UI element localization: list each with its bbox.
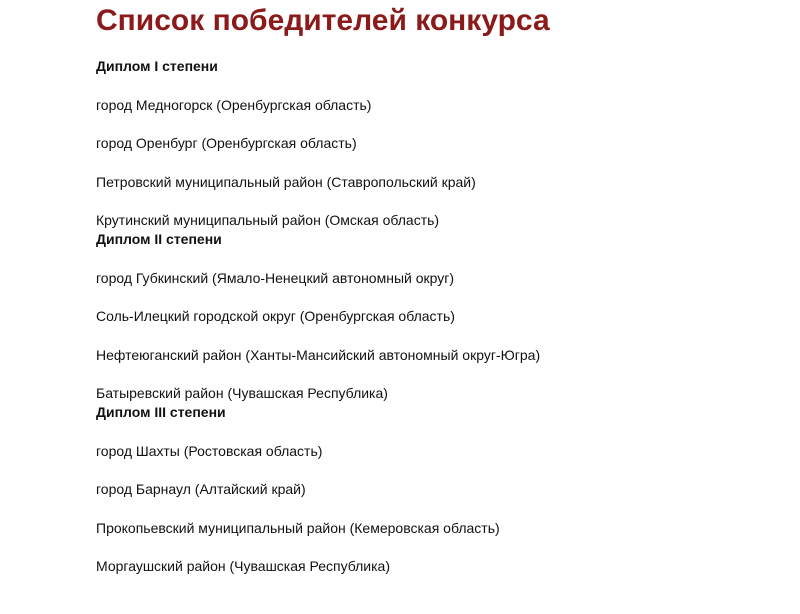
diploma-3-winner-list <box>96 442 786 577</box>
winner-item: Нефтеюганский район (Ханты-Мансийский автономный округ-Югра) <box>96 346 541 363</box>
diploma-2-winner-list <box>96 269 786 404</box>
winner-item: город Барнаул (Алтайский край) <box>96 481 306 497</box>
winner-item: Петровский муниципальный район (Ставропольский край) <box>96 173 476 190</box>
winner-item: Соль-Илецкий городской округ (Оренбургская область) <box>96 308 455 324</box>
winner-item: город Шахты (Ростовская область) <box>96 442 323 459</box>
diploma-1-section <box>96 57 786 230</box>
diploma-2-section <box>96 230 786 403</box>
diploma-1-heading: Диплом I степени <box>96 58 218 74</box>
winners-content <box>96 0 786 576</box>
winner-item: Прокопьевский муниципальный район (Кемеровская область) <box>96 519 500 536</box>
winner-item: Батыревский район (Чувашская Республика) <box>96 385 388 401</box>
diploma-2-heading: Диплом II степени <box>96 231 222 247</box>
page-title: Список победителей конкурса <box>96 4 550 37</box>
winner-item: город Губкинский (Ямало-Ненецкий автономный округ) <box>96 269 455 286</box>
diploma-3-section <box>96 403 786 576</box>
winner-item: город Медногорск (Оренбургская область) <box>96 96 372 113</box>
winner-item: Крутинский муниципальный район (Омская область) <box>96 212 440 228</box>
diploma-3-heading: Диплом III степени <box>96 404 226 420</box>
diploma-1-winner-list <box>96 96 786 231</box>
winner-item: город Оренбург (Оренбургская область) <box>96 135 357 151</box>
winner-item: Моргаушский район (Чувашская Республика) <box>96 558 390 574</box>
